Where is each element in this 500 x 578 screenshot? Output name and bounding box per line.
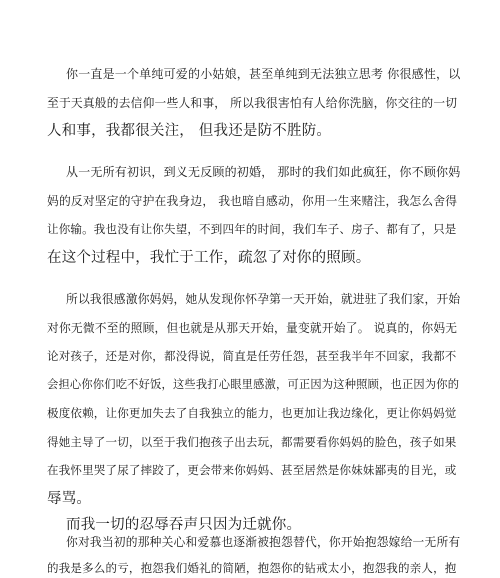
text-line: 而我一切的忍辱吞声只因为迁就你。 <box>66 517 302 533</box>
text-line: 论对孩子，还是对你，都没得说，简直是任劳任怨，甚至我半年不回家，我都不 <box>47 349 457 363</box>
text-line: 的我是多么的亏，抱怨我们婚礼的简陋，抱怨你的钻戒太小，抱怨我的亲人，抱 <box>47 561 457 575</box>
text-line: 你对我当初的那种关心和爱慕也逐渐被抱怨替代，你开始抱怨嫁给一无所有 <box>66 535 461 549</box>
text-line: 让你输。我也没有让你失望，不到四年的时间，我们车子、房子、都有了，只是 <box>47 222 457 236</box>
text-line: 在这个过程中，我忙于工作，疏忽了对你的照顾。 <box>47 250 371 266</box>
text-line: 在我怀里哭了尿了摔跤了，更会带来你妈妈、甚至居然是你妹妹鄙夷的目光，或 <box>47 463 457 477</box>
text-line: 得她主导了一切，以至于我们抱孩子出去玩，都需要看你妈妈的脸色，孩子如果 <box>47 435 457 449</box>
text-line: 所以我很感激你妈妈，她从发现你怀孕第一天开始，就进驻了我们家，开始 <box>66 292 461 306</box>
text-line: 人和事，我都很关注， 但我还是防不胜防。 <box>47 123 332 139</box>
text-line: 辱骂。 <box>47 491 92 507</box>
text-line: 至于天真般的去信仰一些人和事， 所以我很害怕有人给你洗脑，你交往的一切 <box>47 96 458 110</box>
text-line: 会担心你你们吃不好饭，这些我打心眼里感激，可正因为这种照顾，也正因为你的 <box>47 378 460 391</box>
text-line: 极度依赖，让你更加失去了自我独立的能力，也更加让我边缘化，更让你妈妈觉 <box>47 406 457 420</box>
text-line: 对你无微不至的照顾，但也就是从那天开始，量变就开始了。 说真的，你妈无 <box>47 321 458 335</box>
text-line: 你一直是一个单纯可爱的小姑娘，甚至单纯到无法独立思考 你很感性，以 <box>66 67 461 81</box>
text-line: 从一无所有初识，到义无反顾的初婚， 那时的我们如此疯狂，你不顾你妈 <box>66 165 461 179</box>
text-line: 妈的反对坚定的守护在我身边， 我也暗自感动，你用一生来赌注，我怎么舍得 <box>47 194 458 208</box>
